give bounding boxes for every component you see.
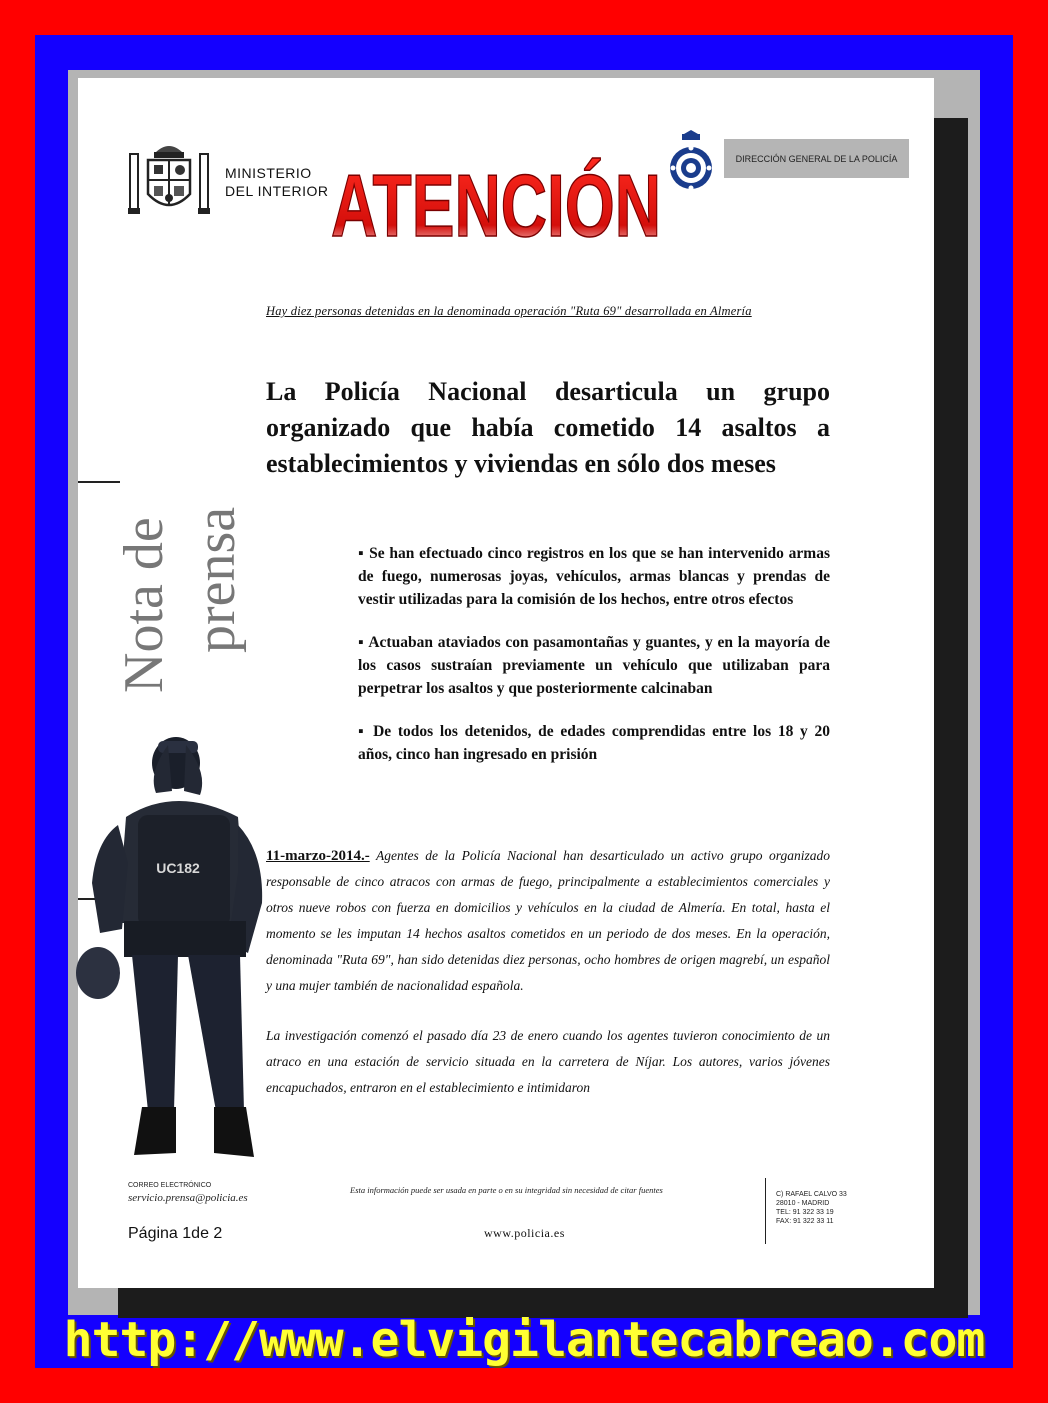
coat-of-arms-icon (128, 136, 210, 224)
side-title-line-2: prensa (185, 506, 247, 653)
url-banner[interactable]: http://www.elvigilantecabreao.com (63, 1312, 985, 1368)
body-paragraph: La investigación comenzó el pasado día 23 de enero cuando los agentes tuvieron conocimiento de un atraco en una estación de servicio situada en la carretera de Níjar. Los autores, varios jóvenes encapuchados, entraron en el establecimiento e intimidaron (266, 1028, 830, 1095)
attention-wordart (326, 86, 666, 296)
address-line: C) RAFAEL CALVO 33 (776, 1191, 847, 1198)
website-link[interactable]: www.policia.es (484, 1226, 565, 1240)
body-paragraph (266, 843, 830, 999)
address-block (776, 1190, 847, 1226)
page-number: Página 1de 2 (128, 1225, 223, 1242)
side-title-line-1: Nota de (113, 517, 175, 693)
directorate-box: DIRECCIÓN GENERAL DE LA POLICÍA (724, 139, 909, 178)
contact-label: CORREO ELECTRÓNICO (128, 1182, 212, 1189)
footer-divider (765, 1178, 766, 1244)
police-badge-icon (668, 130, 714, 196)
dateline: 11-marzo-2014.- (266, 848, 370, 864)
press-release-page (78, 78, 934, 1288)
ministry-line-2: DEL INTERIOR (225, 183, 329, 199)
address-line: FAX: 91 322 33 11 (776, 1218, 834, 1225)
paragraph-text: Agentes de la Policía Nacional han desarticulado un activo grupo organizado responsable de cinco atracos con armas de fuego, principalmente a establecimientos comerciales y otros nueve robos con fuerza en domicilios y vehículos en la ciudad de Almería. En total, hasta el momento se les imputan 14 hechos asaltos cometidos en un periodo de dos meses. En la operación, denominada "Ruta 69", han sido detenidas diez personas, ocho hombres de origen magrebí, un español y una mujer también de nacionalidad española. (266, 848, 830, 993)
usage-note: Esta información puede ser usada en parte o en su integridad sin necesidad de citar fuentes (350, 1185, 663, 1195)
attention-word: ATENCIÓN (331, 156, 661, 255)
bullet-item: ▪ Actuaban ataviados con pasamontañas y guantes, y en la mayoría de los casos sustraían previamente un vehículo que utilizaban para perpetrar los asaltos y que posteriormente calcinaban (358, 631, 830, 700)
vest-label: UC182 (156, 860, 200, 876)
headline: La Policía Nacional desarticula un grupo organizado que había cometido 14 asaltos a establecimientos y viviendas en sólo dos meses (266, 377, 830, 478)
article-body (266, 843, 830, 1125)
police-officer-image (78, 733, 268, 1178)
subheadline: Hay diez personas detenidas en la denominada operación "Ruta 69" desarrollada en Almería (266, 304, 752, 318)
ministry-line-1: MINISTERIO (225, 165, 312, 181)
bullet-item: ▪ Se han efectuado cinco registros en los que se han intervenido armas de fuego, numerosas joyas, vehículos, armas blancas y prendas de vestir utilizadas para la comisión de los hechos, entre otros efectos (358, 542, 830, 611)
contact-email[interactable]: servicio.prensa@policia.es (128, 1192, 248, 1204)
address-line: 28010 - MADRID (776, 1200, 830, 1207)
key-points (358, 542, 830, 786)
address-line: TEL: 91 322 33 19 (776, 1209, 834, 1216)
ministry-name (225, 164, 329, 200)
bullet-item: ▪ De todos los detenidos, de edades comprendidas entre los 18 y 20 años, cinco han ingresado en prisión (358, 720, 830, 766)
